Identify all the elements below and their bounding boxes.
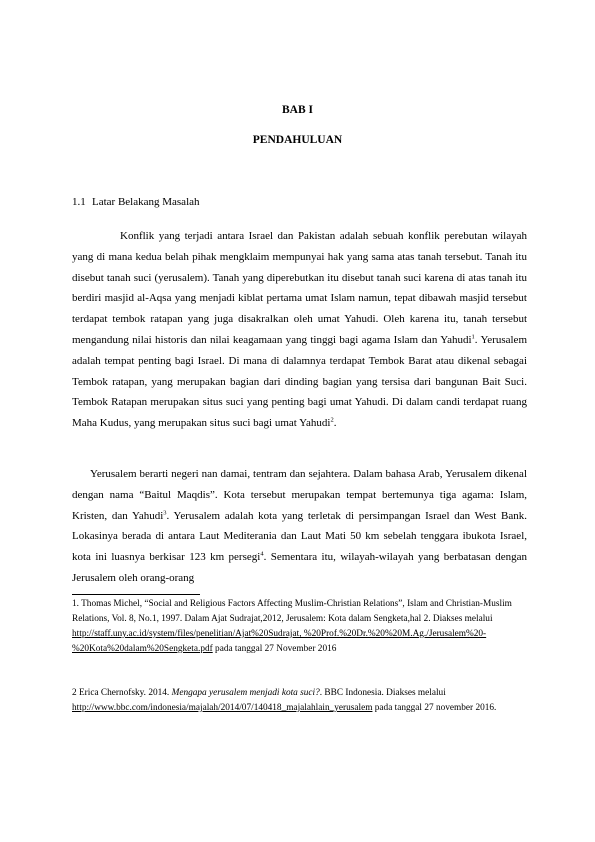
footnote-text: pada tanggal 27 november 2016. [372, 703, 497, 713]
section-heading [72, 196, 200, 208]
paragraph-text: . Yerusalem adalah kota yang terletak di persimpangan Israel dan West Bank. Lokasinya berada di antara Laut Mediterania dan Laut Mati 50 km sebelah tenggara ibukota Israel, kota ini luasnya berkisar 123 km persegi [72, 509, 528, 564]
paragraph-text: Konflik yang terjadi antara Israel dan Pakistan adalah sebuah konflik perebutan wilayah yang di mana kedua belah pihak mengklaim mempunyai hak yang sama atas tanah tersebut. Tanah itu disebut tanah suci (yerusalem). Tanah yang diperebutkan itu disebut tanah suci karena di atas tanah itu berdiri masjid al-Aqsa yang menjadi kiblat pertama umat Islam namun, tepat dibawah masjid tersebut terdapat tembok ratapan yang juga disakralkan oleh umat Yahudi. Oleh karena itu, tanah tersebut mengandung nilai historis dan nilai keagamaan yang tinggi bagi agama Islam dan Yahudi [72, 230, 527, 346]
footnote-ref-1: 1 [471, 333, 475, 341]
paragraph-text: . [333, 417, 337, 430]
paragraph-text: . Sementara itu, wilayah-wilayah yang berbatasan dengan Jerusalem oleh orang-orang [72, 551, 528, 584]
footnote-1-link[interactable]: http://staff.uny.ac.id/system/files/penelitian/Ajat%20Sudrajat, %20Prof.%20Dr.%20%20M.Ag./Jerusalem%20-%20Kota%20dalam%20Sengketa.pdf [72, 629, 487, 654]
footnote-text: . BBC Indonesia. Diakses melalui [319, 688, 446, 698]
paragraph-text: Yerusalem berarti negeri nan damai, tentram dan sejahtera. Dalam bahasa Arab, Yerusalem dikenal dengan nama “Baitul Maqdis”. Kota tersebut merupakan tempat bertemunya tiga agama: Islam, Kristen, dan Yahudi [72, 468, 527, 522]
footnote-separator [72, 594, 200, 595]
paragraph-text: . Yerusalem adalah tempat penting bagi Israel. Di mana di dalamnya terdapat Tembok Barat atau dikenal sebagai Tembok ratapan, yang merupakan bagian dari dinding bagian yang tersisa dari bangunan Bait Suci. Tembok Ratapan merupakan situs suci yang penting bagi umat Yahudi. Di dalam candi terdapat ruang Maha Kudus, yang merupakan situs suci bagi umat Yahudi [72, 333, 527, 430]
body-paragraph-1 [72, 226, 527, 434]
chapter-label: BAB I [282, 104, 313, 116]
section-title: Latar Belakang Masalah [92, 196, 200, 208]
footnote-title: Mengapa yerusalem menjadi kota suci? [171, 688, 320, 698]
footnote-2-link[interactable]: http://www.bbc.com/indonesia/majalah/2014/07/140418_majalahlain_yerusalem [72, 703, 373, 713]
footnote-text: 2 Erica Chernofsky. 2014. [72, 688, 172, 698]
chapter-title: PENDAHULUAN [252, 134, 343, 146]
footnote-text: pada tanggal 27 November 2016 [212, 644, 337, 654]
body-paragraph-2 [72, 464, 527, 589]
footnote-ref-2: 2 [330, 416, 334, 424]
footnote-ref-4: 4 [260, 550, 264, 558]
footnote-text: 1. Thomas Michel, “Social and Religious Factors Affecting Muslim-Christian Relations”, Islam and Christian-Muslim Relations, Vol. 8, No.1, 1997. Dalam Ajat Sudrajat,2012, Jerusalem: Kota dalam Sengketa,hal 2. Diakses melalui [72, 599, 512, 624]
footnote-ref-3: 3 [163, 508, 167, 516]
section-number: 1.1 [72, 196, 86, 208]
footnote-2 [72, 686, 527, 716]
footnote-1 [72, 597, 527, 657]
